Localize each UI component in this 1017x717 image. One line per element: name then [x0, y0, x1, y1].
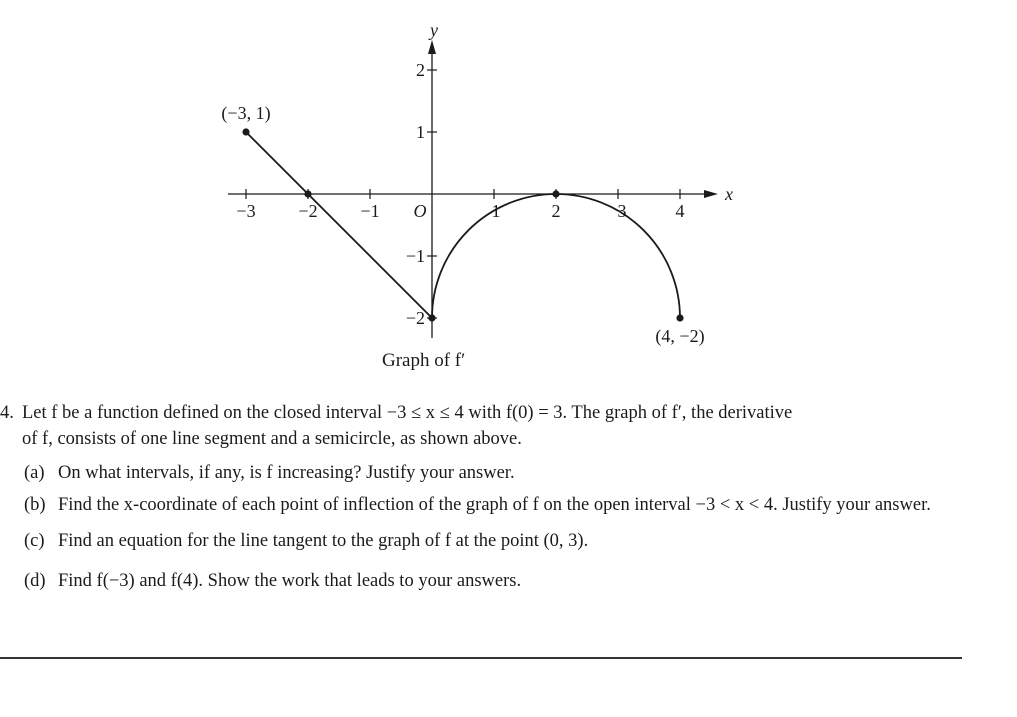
part-c-label: (c): [24, 531, 45, 551]
y-tick-label: −2: [405, 308, 425, 328]
graph-point: [242, 128, 249, 135]
x-tick-label: 4: [675, 201, 685, 221]
part-a: [24, 460, 960, 486]
x-tick-label: O: [413, 201, 427, 221]
problem-4: [0, 400, 960, 594]
y-axis-arrow: [428, 40, 436, 54]
x-tick-label: −1: [360, 201, 380, 221]
problem-intro-line-2: of f, consists of one line segment and a semicircle, as shown above.: [22, 429, 522, 449]
y-tick-label: −1: [405, 246, 425, 266]
x-tick-label: 2: [551, 201, 561, 221]
problem-intro-line-1: Let f be a function defined on the closed interval −3 ≤ x ≤ 4 with f(0) = 3. The graph of f′, the derivative: [22, 403, 793, 423]
x-tick-label: 3: [617, 201, 627, 221]
graph-caption: Graph of f′: [382, 350, 466, 371]
x-axis-arrow: [704, 190, 718, 198]
part-d: [24, 568, 960, 594]
y-axis-label: y: [430, 20, 438, 40]
part-b-label: (b): [24, 495, 46, 515]
point-annotation-left: (−3, 1): [221, 103, 271, 123]
graph-point: [552, 190, 559, 197]
y-tick-label: 2: [416, 60, 425, 80]
x-axis-label: x: [725, 184, 733, 204]
x-tick-label: −3: [236, 201, 256, 221]
part-d-text: Find f(−3) and f(4). Show the work that leads to your answers.: [58, 571, 522, 591]
part-a-text: On what intervals, if any, is f increasing? Justify your answer.: [58, 463, 515, 483]
part-b-text: Find the x-coordinate of each point of inflection of the graph of f on the open interval −3 < x < 4. Justify your answer.: [58, 495, 931, 515]
problem-number: 4.: [0, 403, 14, 423]
graph-point: [428, 314, 435, 321]
part-a-label: (a): [24, 463, 45, 483]
x-tick-label: −2: [298, 201, 318, 221]
part-d-label: (d): [24, 571, 46, 591]
part-b: [24, 492, 960, 518]
x-tick-label: 1: [491, 201, 501, 221]
point-annotation-right: (4, −2): [655, 326, 705, 346]
part-c-text: Find an equation for the line tangent to the graph of f at the point (0, 3).: [58, 531, 589, 551]
graph-point: [304, 190, 311, 197]
line-segment-series: [246, 132, 432, 318]
page-divider: [0, 657, 962, 659]
graph-point: [676, 314, 683, 321]
part-c: [24, 528, 960, 554]
y-tick-label: 1: [416, 122, 425, 142]
